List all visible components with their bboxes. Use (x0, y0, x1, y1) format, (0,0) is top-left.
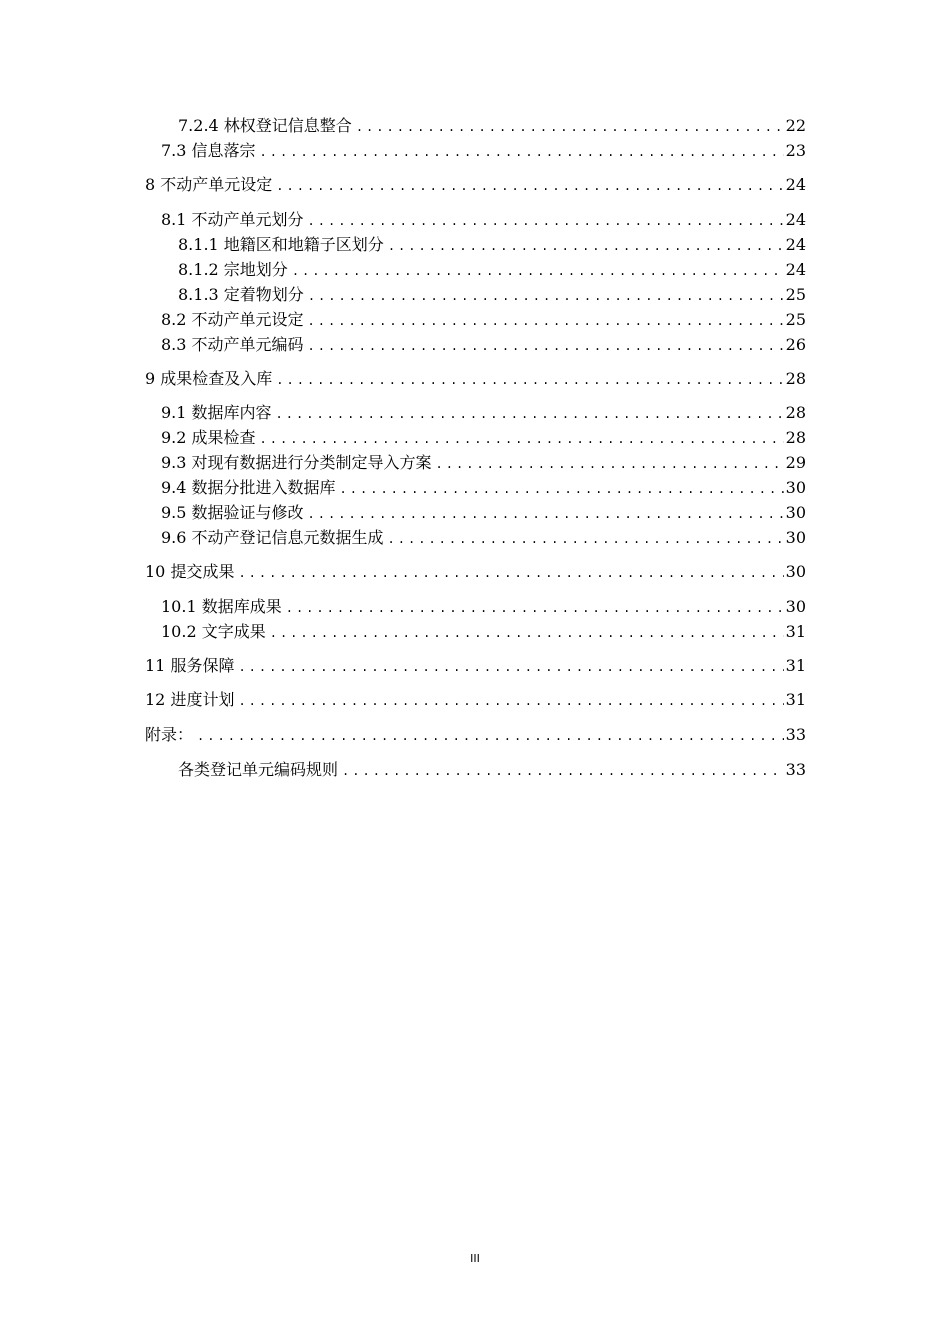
toc-leader-dots (276, 176, 783, 196)
toc-entry-label: 9 成果检查及入库 (145, 369, 273, 388)
toc-leader-dots (276, 404, 784, 424)
toc-entry[interactable] (178, 260, 806, 281)
toc-leader-dots (270, 623, 784, 643)
toc-entry-label: 9.5 数据验证与修改 (161, 503, 304, 522)
toc-entry-page: 23 (785, 141, 806, 160)
page-number: III (470, 1252, 480, 1265)
toc-entry-label: 8.1.1 地籍区和地籍子区划分 (178, 235, 384, 254)
toc-entry[interactable] (161, 478, 806, 499)
toc-entry-label: 9.3 对现有数据进行分类制定导入方案 (161, 453, 432, 472)
toc-leader-dots (292, 261, 784, 281)
toc-leader-dots (260, 429, 784, 449)
toc-entry[interactable] (161, 453, 806, 474)
toc-entry-page: 25 (785, 285, 806, 304)
toc-entry-page: 25 (785, 310, 806, 329)
toc-entry-page: 33 (785, 725, 806, 744)
toc-entry[interactable] (178, 760, 806, 781)
toc-entry-label: 9.6 不动产登记信息元数据生成 (161, 528, 384, 547)
toc-entry-page: 31 (785, 690, 806, 709)
toc-entry-page: 24 (785, 210, 806, 229)
toc-leader-dots (308, 504, 784, 524)
toc-entry-label: 10.1 数据库成果 (161, 597, 282, 616)
toc-entry[interactable] (161, 622, 806, 643)
toc-leader-dots (276, 370, 783, 390)
toc-entry-label: 7.2.4 林权登记信息整合 (178, 116, 352, 135)
toc-leader-dots (388, 236, 784, 256)
toc-entry-label: 附录： (145, 725, 194, 744)
toc-entry-page: 24 (785, 175, 806, 194)
toc-entry-page: 30 (785, 528, 806, 547)
toc-leader-dots (238, 563, 783, 583)
toc-leader-dots (340, 479, 784, 499)
toc-entry-page: 30 (785, 503, 806, 522)
toc-entry-page: 30 (785, 478, 806, 497)
toc-entry[interactable] (161, 403, 806, 424)
toc-entry[interactable] (161, 428, 806, 449)
toc-leader-dots (436, 454, 784, 474)
toc-leader-dots (308, 336, 784, 356)
toc-entry-page: 33 (785, 760, 806, 779)
toc-entry-page: 30 (785, 597, 806, 616)
toc-entry[interactable] (145, 369, 806, 390)
toc-entry-label: 8 不动产单元设定 (145, 175, 273, 194)
toc-entry-label: 8.1 不动产单元划分 (161, 210, 304, 229)
toc-entry-page: 30 (785, 562, 806, 581)
toc-entry-page: 24 (785, 235, 806, 254)
toc-entry-label: 9.4 数据分批进入数据库 (161, 478, 336, 497)
toc-entry[interactable] (161, 528, 806, 549)
toc-entry[interactable] (145, 725, 806, 746)
toc-entry[interactable] (161, 597, 806, 618)
toc-entry[interactable] (161, 335, 806, 356)
toc-entry-page: 28 (785, 403, 806, 422)
toc-entry[interactable] (145, 175, 806, 196)
toc-leader-dots (286, 598, 784, 618)
toc-entry-page: 31 (785, 622, 806, 641)
toc-entry-label: 8.1.2 宗地划分 (178, 260, 288, 279)
toc-entry[interactable] (178, 116, 806, 137)
toc-leader-dots (308, 286, 784, 306)
toc-leader-dots (388, 529, 784, 549)
toc-entry-label: 9.1 数据库内容 (161, 403, 272, 422)
toc-entry-label: 8.2 不动产单元设定 (161, 310, 304, 329)
toc-entry-page: 22 (785, 116, 806, 135)
toc-leader-dots (197, 726, 784, 746)
toc-entry-page: 29 (785, 453, 806, 472)
toc-entry-label: 12 进度计划 (145, 690, 235, 709)
toc-entry-label: 7.3 信息落宗 (161, 141, 256, 160)
toc-leader-dots (238, 691, 783, 711)
toc-entry[interactable] (178, 235, 806, 256)
toc-entry[interactable] (145, 690, 806, 711)
toc-entry-label: 8.3 不动产单元编码 (161, 335, 304, 354)
toc-leader-dots (356, 117, 784, 137)
toc-entry-page: 28 (785, 428, 806, 447)
toc-entry-label: 各类登记单元编码规则 (178, 760, 339, 779)
toc-entry[interactable] (178, 285, 806, 306)
toc-entry-label: 9.2 成果检查 (161, 428, 256, 447)
toc-entry-page: 24 (785, 260, 806, 279)
toc-leader-dots (308, 211, 784, 231)
toc-entry-label: 10 提交成果 (145, 562, 235, 581)
toc-entry-label: 11 服务保障 (145, 656, 235, 675)
toc-entry-page: 26 (785, 335, 806, 354)
toc-leader-dots (308, 311, 784, 331)
toc-entry[interactable] (161, 310, 806, 331)
toc-entry-page: 28 (785, 369, 806, 388)
toc-entry[interactable] (161, 503, 806, 524)
toc-entry[interactable] (161, 141, 806, 162)
toc-entry[interactable] (145, 562, 806, 583)
toc-leader-dots (342, 761, 784, 781)
toc-entry-page: 31 (785, 656, 806, 675)
toc-entry-label: 10.2 文字成果 (161, 622, 266, 641)
toc-entry[interactable] (161, 210, 806, 231)
toc-entry[interactable] (145, 656, 806, 677)
toc-entry-label: 8.1.3 定着物划分 (178, 285, 304, 304)
toc-leader-dots (238, 657, 783, 677)
toc-leader-dots (260, 142, 784, 162)
